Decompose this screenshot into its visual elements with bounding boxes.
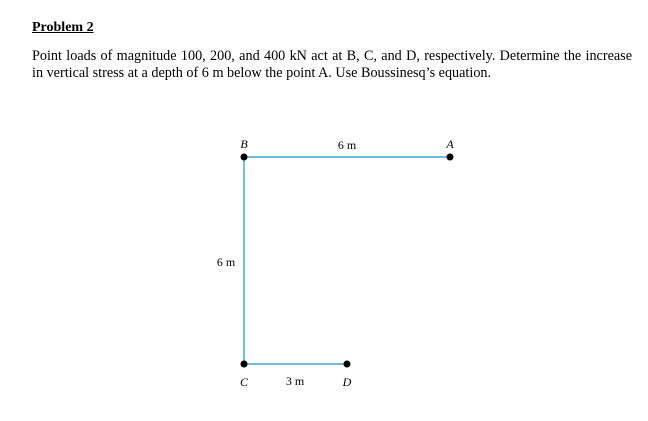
dimension-b-to-c: 6 m xyxy=(216,255,236,269)
dimension-c-to-d: 3 m xyxy=(285,374,305,388)
point-d-marker xyxy=(344,361,351,368)
point-b-marker xyxy=(241,154,248,161)
point-d-label: D xyxy=(342,375,352,389)
problem-heading: Problem 2 xyxy=(32,20,94,35)
point-c-label: C xyxy=(239,375,249,389)
point-a-marker xyxy=(447,154,454,161)
point-c-marker xyxy=(241,361,248,368)
dimension-b-to-a: 6 m xyxy=(337,138,357,152)
point-b-label: B xyxy=(240,137,248,151)
point-a-label: A xyxy=(446,137,454,151)
problem-statement: Point loads of magnitude 100, 200, and 400 kN act at B, C, and D, respectively. Determine the increase in vertical stress at a depth of 6 m below the point A. Use Boussinesq’s equation. xyxy=(32,48,632,81)
